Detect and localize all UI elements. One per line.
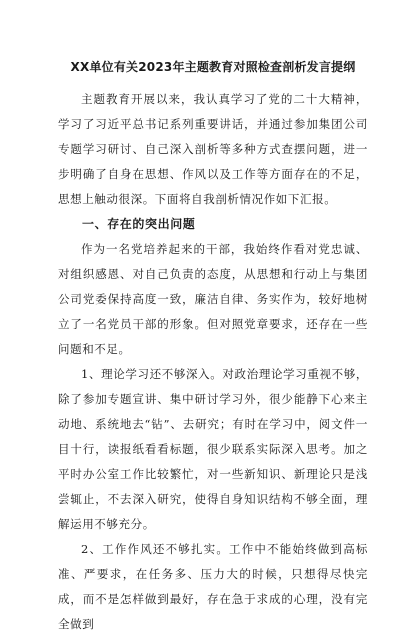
intro-paragraph: 主题教育开展以来，我认真学习了党的二十大精神，学习了习近平总书记系列重要讲话，并通过参加集团公司专题学习研讨、自己深入剖析等多种方式查摆问题，进一步明确了自身在思想、作风以及工作等方面存在的不足，思想上触动很深。下面将自我剖析情况作如下汇报。 (58, 92, 368, 206)
item-2-paragraph: 2、工作作风还不够扎实。工作中不能始终做到高标准、严要求，在任务多、压力大的时候，只想得尽快完成，而不是怎样做到最好，存在急于求成的心理，没有完全做到 (58, 542, 368, 631)
item-1-paragraph: 1、理论学习还不够深入。对政治理论学习重视不够，除了参加专题宣讲、集中研讨学习外，很少能静下心来主动地、系统地去“钻”、去研究；有时在学习中，阅文件一目十行，读报纸看看标题，很少联系实际深入思考。加之平时办公室工作比较繁忙，对一些新知识、新理论只是浅尝辄止，不去深入研究，使得自身知识结构不够全面，理解运用不够充分。 (58, 367, 368, 531)
document-title: XX单位有关2023年主题教育对照检查剖析发言提纲 (70, 60, 356, 74)
section-heading: 一、存在的突出问题 (82, 217, 196, 231)
section-intro-paragraph: 作为一名党培养起来的干部，我始终作看对党忠诚、对组织感恩、对自己负责的态度，从思想和行动上与集团公司党委保持高度一致，廉洁自律、务实作为，较好地树立了一名党员干部的形象。但对照党章要求，还存在一些问题和不足。 (58, 242, 368, 356)
